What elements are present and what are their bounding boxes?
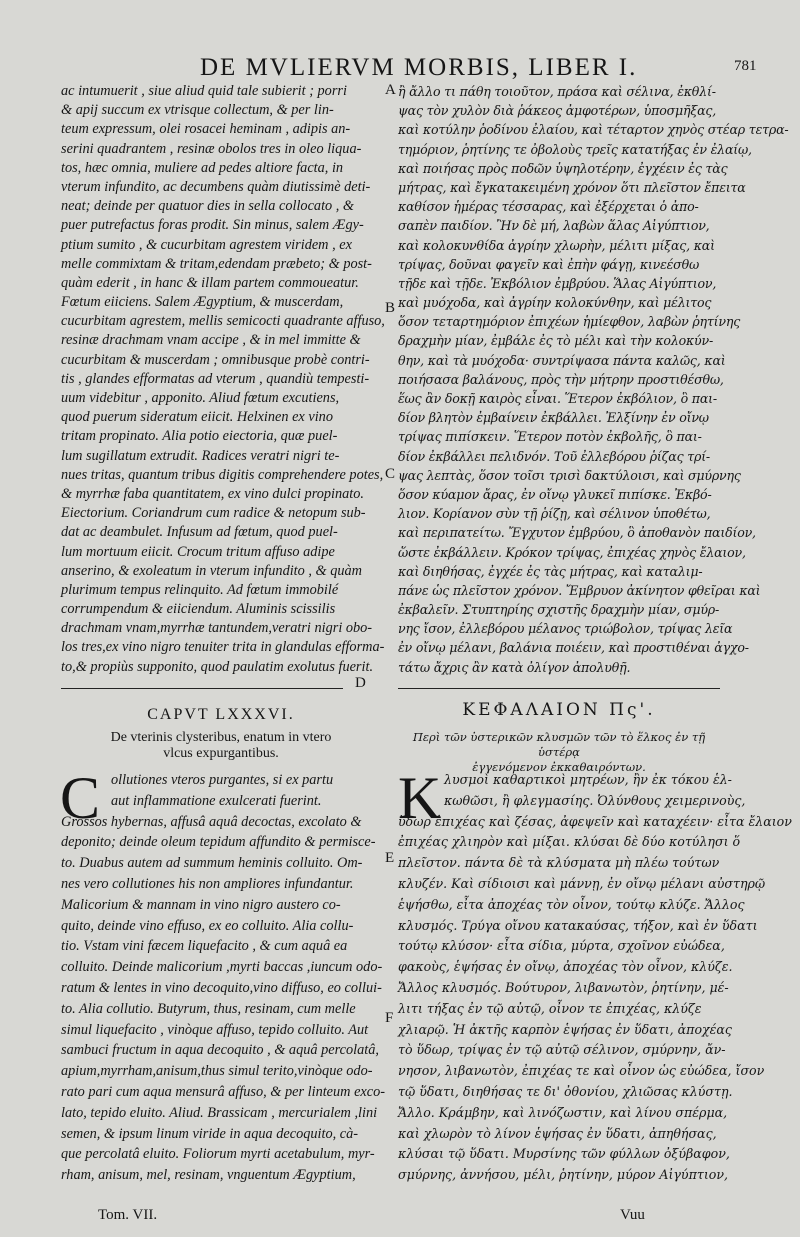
latin-line: uum videbitur , apponito. Aliud fœtum excutiens, <box>61 390 340 406</box>
greek-line: καὶ ποιήσας πρὸς ποδῶν ὑψηλοτέρην, ἐγχέειν ἐς τὰς <box>398 160 728 176</box>
greek-line: τρίψας πιπίσκειν. Ἕτερον ποτὸν ἐκβολῆς, ὃ παι- <box>398 429 702 445</box>
greek-line: χλιαρῷ. Ἡ ἀκτῆς καρπὸν ἑψήσας ἐν ὕδατι, ἀποχέας <box>398 1021 732 1037</box>
greek-line: δίον βλητὸν ἐμβαίνειν ἐκβάλλει. Ἐλξίνην ἐν οἴνῳ <box>398 410 709 426</box>
latin-line: Eiectorium. Coriandrum cum radice & netopum sub- <box>61 505 366 522</box>
latin-line: lum mortuum eiicit. Crocum tritum affuso adipe <box>61 543 335 560</box>
greek-line: λιτι τήξας ἐν τῷ αὐτῷ, οἶνον τε ἐπιχέας, κλύζε <box>398 1000 702 1016</box>
latin-line: ptium sumito , & cucurbitam agrestem viridem , ex <box>61 236 352 253</box>
latin-line: apium,myrrham,anisum,thus simul terito,vinòque odo- <box>61 1063 373 1080</box>
greek-line: ψας λεπτὰς, ὅσον τοῖσι τρισὶ δακτύλοισι, καὶ σμύρνης <box>398 467 741 483</box>
dropcap-latin: C <box>60 765 101 831</box>
greek-line: τούτῳ κλύσον· εἶτα σίδια, μύρτα, σχοῖνον εὐώδεα, <box>398 938 725 954</box>
greek-line: ἕως ἂν δοκῇ καιρὸς εἶναι. Ἕτερον ἐκβόλιον, ὃ παι- <box>398 391 717 406</box>
latin-line: serini quadrantem , resinæ obolos tres in oleo liqua- <box>61 140 362 157</box>
latin-line: & myrrhæ faba quantitatem, ex vino dulci propinato. <box>61 485 364 502</box>
latin-line: quod puerum sideratum eiicit. Helxinen ex vino <box>61 409 333 426</box>
latin-line: tis , glandes efformatas ad vterum , quandiù tempesti- <box>61 370 370 387</box>
greek-line: λυσμοὶ καθαρτικοὶ μητρέων, ἢν ἐκ τόκου ἑλ- <box>444 772 732 787</box>
greek-line: καὶ μυόχοδα, καὶ ἀγρίην κολοκύνθην, καὶ μέλιτος <box>398 295 712 311</box>
latin-line: melle commixtam & tritam,edendam præbeto; & post- <box>61 255 372 272</box>
latin-column-bottom <box>60 765 386 1186</box>
latin-line: lum sugillatum extrudit. Radices veratri nigri te- <box>61 447 340 464</box>
greek-line: ἐν οἴνῳ μέλανι, βαλάνια ποιέειν, καὶ προστιθέναι ἀγχο- <box>398 640 749 656</box>
latin-line: tos, hæc omnia, muliere ad pedes altiore facta, in <box>61 159 344 176</box>
greek-line: πάνε ὡς πλεῖστον χρόνον. Ἔμβρυον ἀκίνητον φθεῖραι καὶ <box>398 582 761 598</box>
running-head: DE MVLIERVM MORBIS, LIBER I. <box>200 54 638 81</box>
margin-marker-b: B <box>385 300 396 316</box>
latin-line: Malicorium & mannam in vino nigro austero co- <box>61 896 341 913</box>
greek-column-top <box>398 82 789 677</box>
greek-line: κλύσαι τῷ ὕδατι. Μυρσίνης τῶν φύλλων ὀξύβαφον, <box>398 1146 730 1162</box>
greek-line: ὕδωρ ἐπιχέας καὶ ζέσας, ἀφεψεῖν καὶ καταχέειν· εἶτα ἔλαιον <box>398 813 792 829</box>
greek-line: τῇδε καὶ τῇδε. Ἐκβόλιον ἐμβρύου. Ἅλας Αἰγύπτιον, <box>398 275 717 291</box>
latin-line: nues tritas, quantum tribus digitis comprehendere potes, <box>61 466 384 483</box>
greek-line: φακοὺς, ἑψήσας ἐν οἴνῳ, ἀποχέας τὸν οἶνον, κλύζε. <box>398 959 733 975</box>
latin-line: to. Alia collutio. Butyrum, thus, resinam, cum melle <box>61 1000 356 1017</box>
latin-line: plurimum tempus relinquito. Ad fœtum immobilé <box>61 581 339 598</box>
greek-line: κλυζέν. Καὶ σίδιοισι καὶ μάννῃ, ἐν οἴνῳ μέλανι αὐστηρῷ <box>398 875 766 891</box>
latin-line: ratum & lentes in vino decoquito,vino diffuso, eo collui- <box>61 979 382 996</box>
greek-line: τημόριον, ῥητίνης τε ὀβολοὺς τρεῖς κατατήξας ἐν ἐλαίῳ, <box>398 141 752 157</box>
latin-line: Grossos hybernas, affusâ aquâ decoctas, excolato & <box>61 813 362 830</box>
greek-line: σμύρνης, ἀννήσου, μέλι, ῥητίνην, μύρον Αἰγύπτιον, <box>398 1167 729 1183</box>
latin-line: Fœtum eiiciens. Salem Ægyptium, & muscerdam, <box>61 294 344 311</box>
latin-line: tio. Vstam vini fæcem liquefacito , & cum aquâ ea <box>61 938 348 955</box>
latin-line: ollutiones vteros purgantes, si ex partu <box>111 772 334 788</box>
margin-marker-c: C <box>385 466 396 482</box>
greek-line: καθίσον ἡμέρας τέσσαρας, καὶ ἐξέρχεται ὁ ἀπο- <box>398 199 699 215</box>
greek-line: καὶ χλωρὸν τὸ λίνον ἑψήσας ἐν ὕδατι, ἀπηθήσας, <box>398 1125 717 1141</box>
greek-line: τάτω ἄχρις ἂν κατὰ ὀλίγον ἀπολυθῇ. <box>398 659 631 675</box>
latin-column-top <box>61 82 385 677</box>
latin-line: semen, & ipsum linum viride in aqua decoquito, cà- <box>61 1125 359 1142</box>
gathering-signature: Vuu <box>620 1207 645 1223</box>
latin-line: to. Duabus autem ad summum heminis colluito. Om- <box>61 855 363 872</box>
greek-line: τῷ ὕδατι, διηθήσας τε δι' ὀθονίου, χλιῶσας κλύστῃ. <box>398 1083 733 1099</box>
latin-line: quito, deinde vino effuso, ex eo colluito. Alia collu- <box>61 917 354 934</box>
latin-line: los tres,ex vino nigro tenuiter trita in glandulas efforma- <box>61 639 385 656</box>
greek-line: τὸ ὕδωρ, τρίψας ἐν τῷ αὐτῷ σέλινον, σμύρνην, ἄν- <box>398 1042 726 1058</box>
greek-line: δίον ἐκβάλλει πελιδνόν. Τοῦ ἐλλεβόρου ῥίζας τρί- <box>398 448 710 464</box>
greek-line: καὶ διηθήσας, ἐγχέε ἐς τὰς μήτρας, καὶ καταλιμ- <box>398 563 703 579</box>
latin-line: sambuci fructum in aqua decoquito , & aquâ percolatâ, <box>61 1042 379 1059</box>
greek-subtitle-line: ἐγγενόμενον ἐκκαθαιρόντων. <box>472 760 646 774</box>
chapter-title: CAPVT LXXXVI. <box>147 706 295 723</box>
greek-line: μήτρας, καὶ ἔγκατακειμένη χρόνον ὅτι πλεῖστον ἔπειτα <box>398 179 746 195</box>
greek-line: ὥστε ἐκβάλλειν. Κρόκον τρίψας, ἐπιχέας χηνὸς ἔλαιον, <box>398 544 746 560</box>
greek-line: νησον, λιβανωτὸν, ἐπιχέας τε καὶ οἶνον ὡς εὐώδεα, ἴσον <box>398 1063 765 1079</box>
latin-line: quàm ederit , in hanc & illam partem commoueatur. <box>61 274 359 291</box>
greek-line: Ἄλλο. Κράμβην, καὶ λινόζωστιν, καὶ λίνου σπέρμα, <box>398 1104 728 1120</box>
greek-line: ποιήσασα βαλάνους, πρὸς τὴν μήτρην προστιθέσθω, <box>398 371 724 387</box>
greek-line: ὅσον κύαμον ἄρας, ἐν οἴνῳ γλυκεῖ πιπίσκε. Ἐκβό- <box>398 486 712 502</box>
greek-line: Ἄλλος κλυσμός. Βούτυρον, λιβανωτὸν, ῥητίνην, μέ- <box>398 979 729 995</box>
latin-line: nes vero collutiones his non ampliores infundantur. <box>61 875 354 892</box>
greek-line: λιον. Κορίανον σὺν τῇ ῥίζῃ, καὶ σέλινον ὑποθέτω, <box>398 506 711 522</box>
volume-signature: Tom. VII. <box>98 1207 158 1223</box>
greek-chapter-title: ΚΕΦΑΛΑΙΟΝ Πς'. <box>462 700 656 720</box>
latin-line: to,& propiùs supponito, quod paulatim exolutus fuerit. <box>61 658 374 675</box>
greek-line: τρίψας, δοῦναι φαγεῖν καὶ ἐπὴν φάγῃ, κινεέσθω <box>398 256 700 272</box>
latin-line: aut inflammatione exulcerati fuerint. <box>111 792 322 809</box>
greek-chapter-subtitle <box>398 730 720 775</box>
greek-line: θην, καὶ τὰ μυόχοδα· συντρίψασα πάντα καλῶς, καὶ <box>398 352 726 368</box>
greek-line: πλεῖστον. πάντα δὲ τὰ κλύσματα μὴ πλέω τούτων <box>398 855 720 871</box>
greek-line: ἐκβαλεῖν. Στυπτηρίης σχιστῆς δραχμὴν μίαν, σμύρ- <box>398 602 720 618</box>
greek-line: καὶ περιπατείτω. Ἔγχυτον ἐμβρύου, ὃ ἀποθανὸν παιδίον, <box>398 525 756 541</box>
greek-line: ἑψήσθω, εἶτα ἀποχέας τὸν οἶνον, τούτῳ κλύζε. Ἄλλος <box>398 896 745 912</box>
latin-line: vterum infundito, ac decumbens quàm diutissimè deti- <box>61 178 371 195</box>
margin-marker-f: F <box>385 1010 394 1026</box>
greek-line: κλυσμός. Τρύγα οἴνου κατακαύσας, τήξον, καὶ ἐν ὕδατι <box>398 917 758 933</box>
latin-line: deponito; deinde oleum tepidum affundito & permisce- <box>61 834 376 851</box>
greek-line: σαπὲν παιδίον. Ἢν δὲ μή, λαβὼν ἅλας Αἰγύπτιον, <box>398 218 710 234</box>
latin-line: anserino, & exoleatum in vterum infundito , & quàm <box>61 562 362 579</box>
greek-line: ὅσον τεταρτημόριον ἐπιχέων ἡμίεφθον, λαβὼν ῥητίνης <box>398 314 741 330</box>
latin-line: puer putrefactus foras prodit. Sin minus, salem Ægy- <box>61 217 364 234</box>
latin-line: lato, tepido eluito. Aliud. Brassicam , mercurialem ,lini <box>61 1104 378 1121</box>
greek-line: κωθῶσι, ἢ φλεγμασίης. Ὀλύνθους χειμερινοὺς, <box>444 792 746 808</box>
latin-line: dat ac deambulet. Infusum ad fœtum, quod puel- <box>61 524 338 541</box>
latin-line: corrumpendum & eiiciendum. Aluminis scissilis <box>61 601 336 618</box>
margin-marker-e: E <box>385 850 395 866</box>
greek-line: καὶ κολοκυνθίδα ἀγρίην χλωρὴν, μέλιτι μίξας, καὶ <box>398 237 715 253</box>
greek-line: καὶ κοτύλην ῥοδίνου ἐλαίου, καὶ τέταρτον χηνὸς στέαρ τετρα- <box>398 122 789 138</box>
latin-line: rato pari cum aqua mensurâ affuso, & per linteum exco- <box>61 1083 386 1100</box>
chapter-subtitle <box>61 730 381 762</box>
section-rule-left <box>61 688 343 689</box>
greek-line: ἢ ἄλλο τι πάθη τοιοῦτον, πράσα καὶ σέλινα, ἐκθλί- <box>398 84 716 99</box>
margin-marker-a: A <box>385 82 396 98</box>
greek-line: νης ἴσον, ἐλλεβόρου μέλανος τριώβολον, τρίψας λεῖα <box>398 621 733 637</box>
greek-subtitle-line: Περὶ τῶν ὑστερικῶν κλυσμῶν τῶν τὸ ἕλκος ἐν τῇ ὑστέρᾳ <box>412 730 706 759</box>
latin-line: que percolatâ eluito. Foliorum myrti acetabulum, myr- <box>61 1146 375 1163</box>
latin-line: simul liquefacito , vinòque affuso, tepido colluito. Aut <box>61 1021 369 1038</box>
latin-line: cucurbitam agrestem, mellis semicocti quadrante affuso, <box>61 313 385 330</box>
greek-line: δραχμὴν μίαν, ἐμβάλε ἐς τὸ μέλι καὶ τὴν κολοκύν- <box>398 333 714 349</box>
latin-line: & apij succum ex vtrisque collectum, & per lin- <box>61 102 334 119</box>
margin-marker-d: D <box>355 675 366 691</box>
latin-line: tritam propinato. Alia potio eiectoria, quæ puel- <box>61 428 338 445</box>
greek-line: ἐπιχέας χλιηρὸν καὶ μίξαι. κλύσαι δὲ δύο κοτύλησι ὅ <box>398 834 741 850</box>
latin-line: teum expressum, olei rosacei heminam , adipis an- <box>61 121 351 138</box>
latin-line: neat; deinde per quatuor dies in sella collocato , & <box>61 198 355 215</box>
chapter-subtitle-line: vlcus expurgantibus. <box>163 746 279 761</box>
latin-line: resinæ drachmam vnam accipe , & in mel immitte & <box>61 332 361 349</box>
latin-line: colluito. Deinde malicorium ,myrti baccas ,iuncum odo- <box>61 959 383 976</box>
dropcap-greek: K <box>398 765 442 831</box>
greek-line: ψας τὸν χυλὸν διὰ ῥάκεος ἀμφοτέρων, ὑποσμῆξας, <box>398 103 717 119</box>
latin-line: drachmam vnam,myrrhæ tantundem,veratri nigri obo- <box>61 620 373 637</box>
chapter-subtitle-line: De vterinis clysteribus, enatum in vtero <box>110 730 332 745</box>
page-number: 781 <box>734 58 757 74</box>
latin-line: rham, anisum, mel, resinam, vnguentum Ægyptium, <box>61 1167 356 1184</box>
latin-line: cucurbitam & muscerdam ; omnibusque probè contri- <box>61 351 370 368</box>
section-rule-right <box>398 688 720 689</box>
latin-line: ac intumuerit , siue aliud quid tale subierit ; porri <box>61 83 347 99</box>
